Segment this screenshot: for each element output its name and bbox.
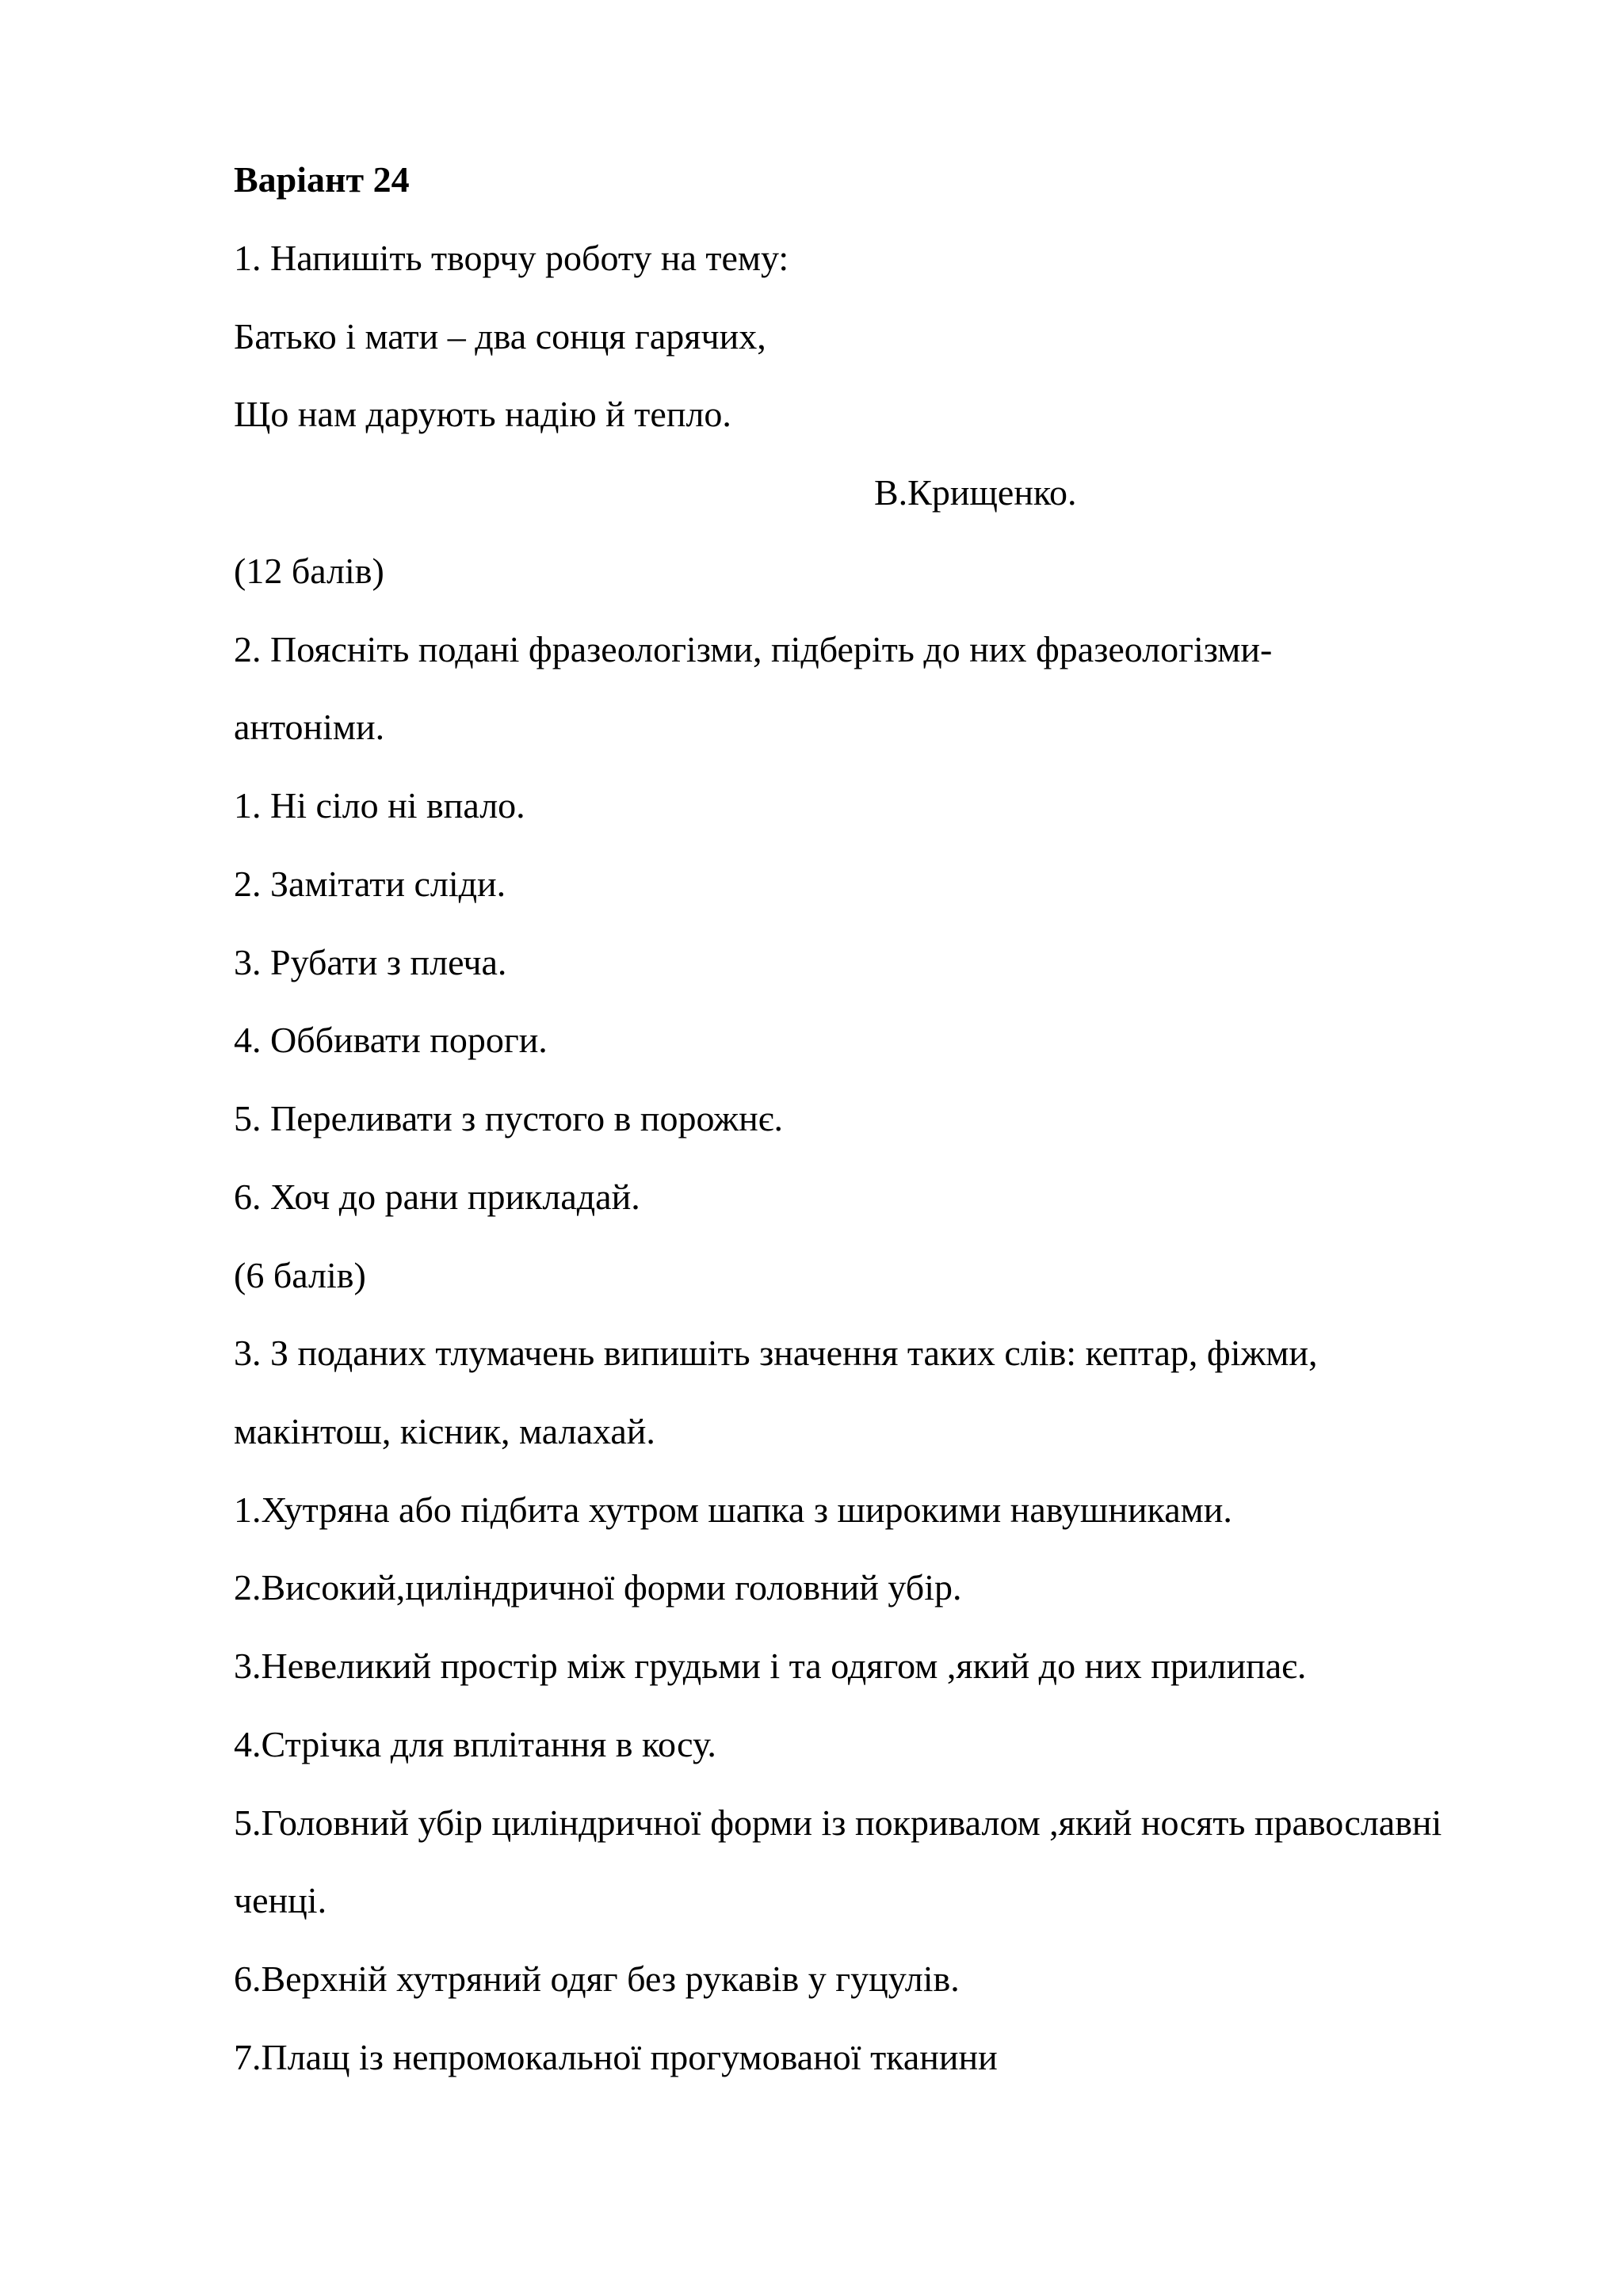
quote-author: В.Крищенко. [874, 472, 1077, 513]
task2-prompt-line-1: 2. Поясніть подані фразеологізми, підберіть до них фразеологізми- [234, 629, 1273, 669]
task2-item: 6. Хоч до рани прикладай. [234, 1177, 640, 1217]
task2-item: 2. Замітати сліди. [234, 864, 506, 904]
task3-item: ченці. [234, 1880, 327, 1920]
variant-title: Варіант 24 [234, 159, 410, 200]
task3-item: 3.Невеликий простір між грудьми і та одягом ,який до них прилипає. [234, 1646, 1307, 1686]
task2-prompt-line-2: антоніми. [234, 707, 385, 747]
task3-item: 4.Стрічка для вплітання в косу. [234, 1724, 716, 1764]
task3-item: 1.Хутряна або підбита хутром шапка з широкими навушниками. [234, 1489, 1232, 1530]
task3-prompt-line-2: макінтош, кісник, малахай. [234, 1411, 655, 1451]
task2-item: 5. Переливати з пустого в порожнє. [234, 1098, 783, 1138]
task3-item: 2.Високий,циліндричної форми головний убір. [234, 1567, 962, 1608]
task3-item: 5.Головний убір циліндричної форми із покривалом ,який носять православні [234, 1802, 1442, 1843]
task2-item: 3. Рубати з плеча. [234, 942, 507, 982]
task2-item: 4. Оббивати пороги. [234, 1020, 548, 1060]
task1-points: (12 балів) [234, 551, 384, 591]
quote-line-2: Що нам дарують надію й тепло. [234, 394, 731, 434]
task2-item: 1. Ні сіло ні впало. [234, 785, 525, 826]
task3-item: 6.Верхній хутряний одяг без рукавів у гуцулів. [234, 1958, 960, 1999]
task3-prompt-line-1: 3. З поданих тлумачень випишіть значення таких слів: кептар, фіжми, [234, 1333, 1318, 1373]
task2-points: (6 балів) [234, 1255, 366, 1295]
quote-line-1: Батько і мати – два сонця гарячих, [234, 316, 766, 357]
task1-prompt: 1. Напишіть творчу роботу на тему: [234, 238, 789, 278]
task3-item: 7.Плащ із непромокальної прогумованої тканини [234, 2037, 998, 2077]
